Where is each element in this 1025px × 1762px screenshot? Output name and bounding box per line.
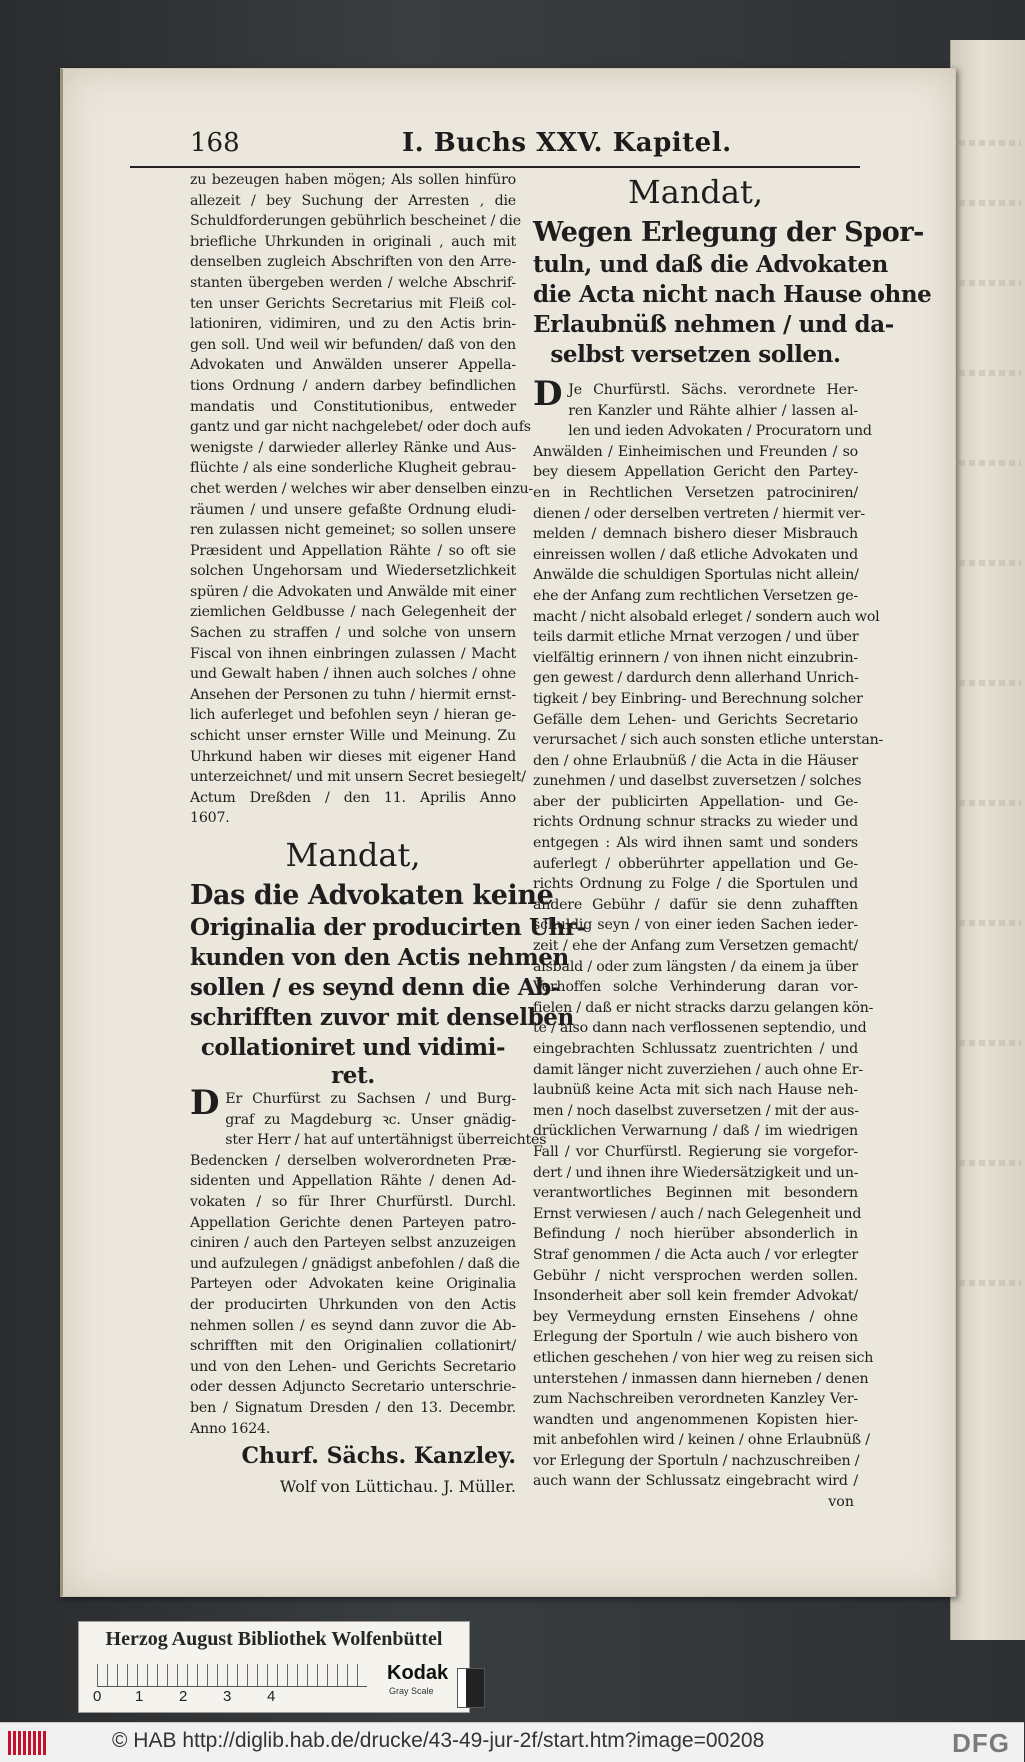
mandat-heading-line: schrifften zuvor mit denselben (190, 1004, 574, 1031)
drop-capital: D (190, 1083, 220, 1123)
text-line: len und ieden Advokaten / Procuratorn und (568, 423, 872, 440)
text-line: ster Herr / hat auf untertähnigst überreichtes (225, 1132, 547, 1149)
viewer-footer (0, 1722, 1024, 1762)
mandat-heading-line: Originalia der producirten Uhr- (190, 914, 586, 941)
right-column (533, 170, 932, 1512)
text-line: auferlegt / obberührter appellation und Ge- (533, 855, 858, 872)
text-line: Advokaten und Anwälden unserer Appella- (190, 357, 516, 374)
library-name: Herzog August Bibliothek Wolfenbüttel (105, 1628, 443, 1650)
text-line: nehmen sollen / es seynd dann zuvor die Ab- (190, 1317, 516, 1334)
text-line: oder dessen Adjuncto Secretario unterschrie- (190, 1379, 516, 1396)
text-line: ten unser Gerichts Secretarius mit Fleiß col- (190, 295, 516, 312)
text-line: Fall / vor Churfürstl. Regierung sie vorgefor- (533, 1143, 858, 1160)
text-line: vor Erlegung der Sportuln / nachzuschreiben / (533, 1452, 860, 1469)
text-line: Sachen zu straffen / und solche von unsern (190, 625, 516, 642)
text-line: ren Kanzler und Rähte alhier / lassen al- (568, 402, 858, 419)
text-line: 1607. (190, 810, 230, 827)
gray-scale-label: Gray Scale (389, 1686, 434, 1696)
text-line: Anwälden / Einheimischen und Freunden / so (533, 443, 858, 460)
mandat-heading-line: tuln, und daß die Advokaten (533, 251, 888, 278)
text-line: zeit / ehe der Anfang zum Versetzen gemacht/ (533, 938, 858, 955)
text-line: sidenten und Appellation Rähte / denen Ad- (190, 1173, 516, 1190)
text-line: Uhrkund haben wir dieses mit eigener Hand (190, 748, 516, 765)
text-line: denselben zugleich Abschriften von den Arre- (190, 254, 516, 271)
text-line: Appellation Gerichte denen Parteyen patro- (190, 1214, 516, 1231)
text-line: Ernst verwiesen / auch / nach Gelegenheit und (533, 1205, 862, 1222)
text-line: Fiscal von ihnen einbringen zulassen / Macht (190, 645, 516, 662)
text-line: laubnüß keine Acta mit sich nach Hause neh- (533, 1082, 858, 1099)
text-line: Verhoffen solche Verhinderung daran vor- (533, 979, 858, 996)
text-line: verursachet / sich auch sonsten etliche unterstan- (533, 732, 884, 749)
text-line: fielen / daß er nicht stracks darzu gelangen kön- (533, 999, 874, 1016)
text-line: Ansehen der Personen zu tuhn / hiermit ernst- (190, 686, 516, 703)
text-line: Gebühr / nicht versprochen werden sollen. (533, 1267, 858, 1284)
text-line: Befindung / noch hierüber absonderlich in (533, 1226, 858, 1243)
text-line: ren zulassen nicht gemeinet; so sollen unsere (190, 522, 516, 539)
mandat-heading-line: Wegen Erlegung der Spor- (533, 217, 924, 248)
text-line: zum Nachschreiben verordneten Kanzley Ver- (533, 1391, 858, 1408)
text-line: macht / nicht alsobald erleget / sondern auch wol (533, 608, 880, 625)
text-line: flüchte / als eine sonderliche Klugheit gebrau- (190, 460, 516, 477)
text-line: einreissen wollen / daß etliche Advokaten und (533, 546, 858, 563)
text-line: ehe der Anfang zum rechtlichen Versetzen ge- (533, 587, 858, 604)
ruler-scale (97, 1664, 367, 1687)
text-line: damit länger nicht zuverziehen / auch ohne Er- (533, 1061, 863, 1078)
catchword: von (828, 1494, 854, 1511)
text-line: drücklichen Verwarnung / daß / im wiedrigen (533, 1123, 858, 1140)
text-line: Anno 1624. (190, 1420, 271, 1437)
text-line: Insonderheit aber soll kein fremder Advokat/ (533, 1288, 858, 1305)
text-line: Schuldforderungen gebührlich bescheinet / die (190, 213, 521, 230)
drop-capital: D (533, 374, 563, 414)
text-line: etlichen geschehen / von hier weg zu reisen sich (533, 1349, 874, 1366)
text-line: solchen Ungehorsam und Wiedersetzlichkeit (190, 563, 516, 580)
text-line: alsbald / oder zum längsten / da einem ja über (533, 958, 858, 975)
text-line: dert / und ihnen ihre Wiedersätzigkeit und un- (533, 1164, 859, 1181)
page-number: 168 (190, 128, 240, 158)
text-line: wenigste / darwieder allerley Ränke und Aus- (190, 439, 516, 456)
text-line: schrifften mit den Originalien collationirt/ (190, 1338, 516, 1355)
text-line: mandatis und Constitutionibus, entweder (190, 398, 516, 415)
mandat-heading-line: collationiret und vidimi- (200, 1034, 506, 1061)
kodak-brand: Kodak (387, 1662, 449, 1684)
text-line: unterzeichnet/ und mit unsern Secret besiegelt/ (190, 769, 526, 786)
hab-barcode-icon (8, 1731, 48, 1755)
ruler-number: 1 (135, 1688, 144, 1705)
text-line: Je Churfürstl. Sächs. verordnete Her- (568, 382, 858, 398)
text-line: Præsident und Appellation Rähte / so oft sie (190, 542, 516, 559)
mandat-heading-line: sollen / es seynd denn die Ab- (190, 974, 560, 1001)
text-line: und Gewalt haben / ihnen auch solches / ohne (190, 666, 516, 683)
text-line: stanten übergeben werden / welche Abschrif- (190, 274, 516, 291)
text-line: schicht unser ernster Wille und Meinung. Zu (190, 728, 516, 745)
ruler-number: 0 (93, 1688, 102, 1705)
text-line: und aufzulegen / gnädigst anbefohlen / daß die (190, 1255, 520, 1272)
text-line: Gefälle dem Lehen- und Gerichts Secretario (533, 711, 858, 728)
mandat-heading-line: Das die Advokaten keine (190, 880, 554, 911)
text-line: men / noch daselbst zuversetzen / mit der aus- (533, 1102, 859, 1119)
text-line: lationiren, vidimiren, und zu den Actis brin- (190, 316, 516, 333)
text-line: Actum Dreßden / den 11. Aprilis Anno (190, 789, 516, 806)
ruler-number: 2 (179, 1688, 188, 1705)
text-line: vielfältig erinnern / von ihnen nicht einzubrin- (533, 649, 858, 666)
page-header (130, 128, 860, 168)
text-line: auch wann der Schlussatz eingebracht wird / (533, 1473, 858, 1490)
text-line: verantwortliches Beginnen mit besondern (533, 1185, 858, 1202)
text-line: räumen / und unsere gefaßte Ordnung eludi- (190, 501, 516, 518)
text-line: Parteyen oder Advokaten keine Originalia (190, 1276, 516, 1293)
mandat-heading-line: Erlaubnüß nehmen / und da- (533, 311, 894, 338)
text-line: zu bezeugen haben mögen; Als sollen hinfüro (190, 172, 516, 188)
dfg-logo: DFG (952, 1728, 1010, 1758)
text-line: en in Rechtlichen Versetzen patrociniren/ (533, 484, 858, 501)
text-line: richts Ordnung schnur stracks zu wieder und (533, 814, 858, 831)
left-column (190, 170, 586, 1501)
text-line: Erlegung der Sportuln / wie auch bishero von (533, 1329, 858, 1346)
color-reference-card (78, 1621, 470, 1713)
source-url[interactable]: © HAB http://diglib.hab.de/drucke/43-49-jur-2f/start.htm?image=00208 (112, 1729, 765, 1752)
text-line: gen gewest / dardurch denn allerhand Unrich- (533, 670, 859, 687)
text-line: aber der publicirten Appellation- und Ge- (533, 793, 858, 810)
text-line: zunehmen / und daselbst zuversetzen / solches (533, 773, 862, 790)
text-line: gantz und gar nicht nachgelebet/ oder doch aufs (190, 419, 531, 436)
mandat-heading-line: selbst versetzen sollen. (550, 341, 841, 368)
text-line: chet werden / welches wir aber denselben einzu- (190, 480, 534, 497)
signatory-names: Wolf von Lüttichau. J. Müller. (279, 1477, 516, 1497)
text-line: Bedencken / derselben wolverordneten Præ- (190, 1152, 516, 1169)
text-line: Er Churfürst zu Sachsen / und Burg- (225, 1091, 516, 1107)
text-line: melden / demnach bishero dieser Misbrauch (533, 526, 858, 543)
ruler-number: 4 (267, 1688, 276, 1705)
text-line: Anwälde die schuldigen Sportulas nicht allein/ (533, 567, 859, 584)
text-line: bey diesem Appellation Gericht den Partey- (533, 464, 858, 481)
text-line: graf zu Magdeburg ꝛc. Unser gnädig- (225, 1111, 516, 1128)
text-line: wandten und angenommenen Kopisten hier- (533, 1411, 858, 1428)
text-line: te / also dann nach verflossenen septendio, und (533, 1020, 867, 1037)
text-line: ciniren / auch den Parteyen selbst anzuzeigen (190, 1235, 516, 1252)
chancellery-signature: Churf. Sächs. Kanzley. (241, 1443, 516, 1470)
text-line: bey Vermeydung ernsten Einsehens / ohne (533, 1308, 858, 1325)
text-line: allezeit / bey Suchung der Arresten , die (190, 192, 516, 209)
text-line: tigkeit / bey Einbring- und Berechnung solcher (533, 690, 863, 707)
gray-patch (457, 1668, 485, 1708)
running-title: I. Buchs XXV. Kapitel. (402, 128, 732, 158)
mandat-heading-line: ret. (331, 1062, 375, 1089)
text-line: der producirten Uhrkunden von den Actis (190, 1296, 516, 1313)
mandat-title: Mandat, (285, 836, 421, 874)
text-line: briefliche Uhrkunden in originali , auch mit (190, 233, 516, 250)
text-line: schuldig seyn / von einer ieden Sachen ieder- (533, 917, 858, 934)
mandat-heading-line: die Acta nicht nach Hause ohne (533, 281, 932, 308)
text-line: mit anbefohlen wird / keinen / ohne Erlaubnüß / (533, 1432, 870, 1449)
text-line: andere Gebühr / dafür sie denn zuhafften (533, 896, 858, 913)
text-line: den / ohne Erlaubnüß / die Acta in die Häuser (533, 752, 858, 769)
mandat-title: Mandat, (627, 173, 764, 211)
text-line: gen soll. Und weil wir befunden/ daß von den (190, 336, 516, 353)
text-line: entgegen : Als wird ihnen samt und sonders (533, 835, 858, 852)
facing-page-edge (950, 40, 1025, 1640)
text-line: vokaten / so für Ihrer Churfürstl. Durchl. (190, 1193, 516, 1210)
text-line: unterstehen / inmassen dann hierneben / denen (533, 1370, 869, 1387)
ruler-number: 3 (223, 1688, 232, 1705)
text-line: spüren / die Advokaten und Anwälde mit einer (190, 583, 516, 600)
text-line: Straf genommen / die Acta auch / vor erlegter (533, 1246, 858, 1263)
text-line: richts Ordnung zu Folge / die Sportulen und (533, 876, 858, 893)
text-line: teils darmit etliche Mrnat verzogen / und über (533, 629, 859, 646)
text-line: lich auferleget und befohlen seyn / hieran ge- (190, 707, 516, 724)
text-line: ben / Signatum Dresden / den 13. Decembr. (190, 1399, 516, 1416)
text-line: dienen / oder derselben vertreten / hiermit ver- (533, 505, 865, 522)
text-line: tions Ordnung / andern darbey befindlichen (190, 377, 516, 394)
text-line: ziemlichen Geldbusse / nach Gelegenheit der (190, 604, 516, 621)
mandat-heading-line: kunden von den Actis nehmen (190, 944, 569, 971)
text-line: eingebrachten Schlussatz zuentrichten / und (533, 1041, 858, 1057)
text-line: und von den Lehen- und Gerichts Secretario (190, 1358, 516, 1375)
